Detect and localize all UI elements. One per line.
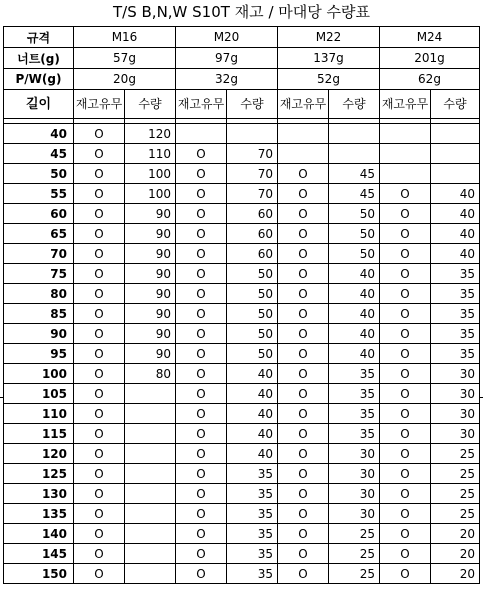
stock-cell: O [74, 504, 125, 524]
qty-cell: 90 [125, 204, 176, 224]
length-cell: 145 [4, 544, 74, 564]
qty-cell [125, 384, 176, 404]
qty-cell: 30 [431, 404, 480, 424]
stock-cell: O [278, 204, 329, 224]
stock-cell [176, 124, 227, 144]
qty-cell: 110 [125, 144, 176, 164]
stock-cell: O [176, 244, 227, 264]
qty-cell: 25 [431, 464, 480, 484]
stock-cell [380, 144, 431, 164]
table-row [4, 484, 480, 504]
qty-cell: 40 [227, 424, 278, 444]
qty-cell: 90 [125, 244, 176, 264]
length-cell: 45 [4, 144, 74, 164]
stock-cell: O [176, 544, 227, 564]
stock-cell: O [278, 304, 329, 324]
stock-cell: O [74, 264, 125, 284]
length-cell: 130 [4, 484, 74, 504]
stock-cell: O [380, 304, 431, 324]
qty-cell: 20 [431, 564, 480, 584]
qty-cell: 40 [431, 184, 480, 204]
qty-cell: 50 [227, 284, 278, 304]
table-row [4, 464, 480, 484]
length-cell: 90 [4, 324, 74, 344]
length-cell: 55 [4, 184, 74, 204]
stock-cell: O [278, 244, 329, 264]
qty-cell: 40 [431, 204, 480, 224]
stock-cell: O [74, 544, 125, 564]
qty-cell: 40 [227, 444, 278, 464]
pw-weight: 62g [380, 69, 480, 90]
spec-row [4, 27, 480, 48]
stock-cell: O [74, 444, 125, 464]
length-cell: 110 [4, 404, 74, 424]
stock-cell: O [380, 484, 431, 504]
stock-cell: O [176, 144, 227, 164]
qty-cell [125, 504, 176, 524]
qty-cell [431, 124, 480, 144]
pw-label: P/W(g) [4, 69, 74, 90]
stock-cell: O [74, 424, 125, 444]
stock-cell: O [278, 344, 329, 364]
qty-cell: 80 [125, 364, 176, 384]
table-row [4, 304, 480, 324]
qty-cell: 60 [227, 224, 278, 244]
stock-cell: O [74, 484, 125, 504]
table-row [4, 124, 480, 144]
qty-cell: 35 [431, 264, 480, 284]
qty-cell: 35 [227, 564, 278, 584]
spec-name: M22 [278, 27, 380, 48]
qty-cell: 35 [227, 484, 278, 504]
qty-cell [125, 524, 176, 544]
stock-cell: O [278, 164, 329, 184]
table-row [4, 404, 480, 424]
qty-cell: 25 [431, 444, 480, 464]
stock-cell: O [74, 344, 125, 364]
qty-cell: 50 [227, 304, 278, 324]
stock-cell: O [176, 344, 227, 364]
table-row [4, 424, 480, 444]
stock-cell: O [278, 544, 329, 564]
stock-header: 재고유무 [380, 90, 431, 119]
table-row [4, 204, 480, 224]
qty-cell: 35 [431, 284, 480, 304]
stock-cell: O [278, 284, 329, 304]
stock-cell: O [380, 324, 431, 344]
qty-cell [125, 544, 176, 564]
stock-cell: O [74, 524, 125, 544]
stock-header: 재고유무 [176, 90, 227, 119]
stock-cell: O [380, 244, 431, 264]
stock-cell: O [74, 384, 125, 404]
stock-cell: O [380, 564, 431, 584]
qty-cell: 30 [431, 364, 480, 384]
stock-cell: O [74, 564, 125, 584]
stock-cell: O [278, 564, 329, 584]
length-cell: 105 [4, 384, 74, 404]
qty-cell [125, 484, 176, 504]
length-cell: 60 [4, 204, 74, 224]
qty-cell: 35 [227, 504, 278, 524]
qty-cell: 40 [329, 324, 380, 344]
spec-name: M20 [176, 27, 278, 48]
stock-cell: O [74, 164, 125, 184]
stock-cell: O [380, 284, 431, 304]
qty-cell: 30 [431, 384, 480, 404]
length-cell: 100 [4, 364, 74, 384]
table-row [4, 544, 480, 564]
qty-cell [125, 564, 176, 584]
stock-cell: O [176, 484, 227, 504]
qty-cell: 70 [227, 144, 278, 164]
stock-cell: O [74, 144, 125, 164]
stock-cell: O [278, 424, 329, 444]
qty-cell: 90 [125, 264, 176, 284]
length-cell: 120 [4, 444, 74, 464]
stock-cell: O [74, 124, 125, 144]
length-cell: 140 [4, 524, 74, 544]
qty-cell [125, 424, 176, 444]
qty-cell: 40 [329, 344, 380, 364]
nut-weight: 201g [380, 48, 480, 69]
stock-cell: O [380, 364, 431, 384]
qty-cell [329, 144, 380, 164]
length-cell: 95 [4, 344, 74, 364]
qty-cell: 25 [431, 504, 480, 524]
qty-cell: 35 [329, 384, 380, 404]
stock-cell: O [176, 264, 227, 284]
qty-cell: 40 [227, 364, 278, 384]
table-row [4, 504, 480, 524]
stock-cell: O [278, 504, 329, 524]
qty-cell: 90 [125, 284, 176, 304]
qty-cell: 100 [125, 164, 176, 184]
stock-cell: O [380, 464, 431, 484]
qty-cell: 35 [227, 464, 278, 484]
stock-cell: O [176, 464, 227, 484]
table-row [4, 524, 480, 544]
qty-header: 수량 [227, 90, 278, 119]
qty-cell: 70 [227, 164, 278, 184]
stock-cell: O [380, 524, 431, 544]
qty-cell: 120 [125, 124, 176, 144]
qty-cell: 25 [431, 484, 480, 504]
stock-cell: O [278, 524, 329, 544]
qty-cell: 50 [227, 324, 278, 344]
qty-cell [431, 164, 480, 184]
table-row [4, 224, 480, 244]
qty-cell [431, 144, 480, 164]
qty-cell: 25 [329, 564, 380, 584]
stock-cell: O [176, 384, 227, 404]
stock-cell [380, 124, 431, 144]
stock-cell: O [380, 184, 431, 204]
qty-cell: 25 [329, 524, 380, 544]
stock-cell: O [74, 364, 125, 384]
qty-cell: 60 [227, 244, 278, 264]
table-row [4, 144, 480, 164]
qty-cell [125, 444, 176, 464]
table-row [4, 364, 480, 384]
length-cell: 65 [4, 224, 74, 244]
stock-cell: O [176, 364, 227, 384]
stock-cell: O [278, 464, 329, 484]
length-cell: 125 [4, 464, 74, 484]
qty-cell: 40 [329, 304, 380, 324]
stock-cell: O [380, 204, 431, 224]
length-label: 길이 [4, 90, 74, 119]
stock-cell: O [380, 264, 431, 284]
stock-cell: O [74, 224, 125, 244]
spec-name: M24 [380, 27, 480, 48]
length-cell: 150 [4, 564, 74, 584]
qty-cell: 100 [125, 184, 176, 204]
qty-cell [125, 464, 176, 484]
stock-header: 재고유무 [74, 90, 125, 119]
length-cell: 80 [4, 284, 74, 304]
length-cell: 50 [4, 164, 74, 184]
qty-cell: 35 [431, 324, 480, 344]
qty-cell: 40 [431, 224, 480, 244]
qty-header: 수량 [329, 90, 380, 119]
stock-cell: O [176, 444, 227, 464]
stock-cell: O [380, 444, 431, 464]
qty-cell: 35 [329, 404, 380, 424]
qty-header: 수량 [431, 90, 480, 119]
page-title: T/S B,N,W S10T 재고 / 마대당 수량표 [113, 3, 370, 21]
stock-cell [278, 144, 329, 164]
qty-cell: 25 [329, 544, 380, 564]
stock-cell: O [380, 424, 431, 444]
pw-weight-row [4, 69, 480, 90]
qty-cell: 35 [431, 304, 480, 324]
stock-cell: O [176, 504, 227, 524]
table-row [4, 324, 480, 344]
qty-cell [329, 124, 380, 144]
stock-cell: O [74, 184, 125, 204]
stock-cell: O [74, 204, 125, 224]
nut-weight: 57g [74, 48, 176, 69]
stock-cell: O [278, 324, 329, 344]
qty-cell: 40 [329, 264, 380, 284]
nut-label: 너트(g) [4, 48, 74, 69]
qty-cell: 90 [125, 224, 176, 244]
qty-cell: 45 [329, 184, 380, 204]
qty-cell: 40 [227, 384, 278, 404]
qty-cell: 35 [227, 524, 278, 544]
table-row [4, 564, 480, 584]
qty-cell: 20 [431, 544, 480, 564]
nut-weight-row [4, 48, 480, 69]
stock-cell: O [278, 404, 329, 424]
qty-header: 수량 [125, 90, 176, 119]
qty-cell: 35 [329, 364, 380, 384]
stock-cell: O [380, 504, 431, 524]
spec-name: M16 [74, 27, 176, 48]
qty-cell: 40 [227, 404, 278, 424]
stock-cell: O [74, 244, 125, 264]
stock-cell: O [74, 404, 125, 424]
stock-cell: O [176, 304, 227, 324]
length-cell: 115 [4, 424, 74, 444]
qty-cell: 30 [329, 504, 380, 524]
stock-cell: O [176, 524, 227, 544]
stock-cell: O [380, 404, 431, 424]
qty-cell: 50 [329, 224, 380, 244]
stock-cell: O [278, 264, 329, 284]
qty-cell: 30 [329, 484, 380, 504]
qty-cell: 50 [329, 244, 380, 264]
stock-cell: O [176, 564, 227, 584]
qty-cell: 45 [329, 164, 380, 184]
qty-cell: 90 [125, 324, 176, 344]
length-cell: 40 [4, 124, 74, 144]
qty-cell: 90 [125, 344, 176, 364]
stock-cell: O [74, 284, 125, 304]
qty-cell: 90 [125, 304, 176, 324]
stock-cell: O [176, 404, 227, 424]
stock-cell: O [278, 444, 329, 464]
qty-cell: 35 [431, 344, 480, 364]
stock-cell: O [278, 224, 329, 244]
length-cell: 85 [4, 304, 74, 324]
qty-cell: 50 [227, 344, 278, 364]
table-row [4, 164, 480, 184]
qty-cell: 40 [431, 244, 480, 264]
nut-weight: 137g [278, 48, 380, 69]
stock-cell: O [380, 544, 431, 564]
table-row [4, 444, 480, 464]
qty-cell: 50 [329, 204, 380, 224]
qty-cell: 35 [227, 544, 278, 564]
stock-cell: O [380, 384, 431, 404]
stock-cell: O [176, 284, 227, 304]
length-cell: 75 [4, 264, 74, 284]
stock-cell: O [176, 424, 227, 444]
table-row [4, 184, 480, 204]
table-row [4, 264, 480, 284]
stock-cell: O [278, 484, 329, 504]
qty-cell [227, 124, 278, 144]
spec-label: 규격 [4, 27, 74, 48]
stock-cell: O [74, 464, 125, 484]
table-row [4, 284, 480, 304]
qty-cell: 20 [431, 524, 480, 544]
qty-cell: 30 [329, 444, 380, 464]
table-row [4, 384, 480, 404]
stock-cell: O [176, 184, 227, 204]
qty-cell: 60 [227, 204, 278, 224]
stock-cell: O [380, 224, 431, 244]
stock-cell: O [278, 384, 329, 404]
stock-quantity-table [3, 26, 480, 584]
stock-cell: O [278, 184, 329, 204]
nut-weight: 97g [176, 48, 278, 69]
stock-cell: O [380, 344, 431, 364]
pw-weight: 52g [278, 69, 380, 90]
stock-cell: O [74, 324, 125, 344]
qty-cell: 30 [329, 464, 380, 484]
stock-cell: O [176, 204, 227, 224]
qty-cell: 35 [329, 424, 380, 444]
edge-tick-mark [0, 397, 3, 398]
stock-cell: O [278, 364, 329, 384]
length-cell: 135 [4, 504, 74, 524]
qty-cell: 40 [329, 284, 380, 304]
stock-cell [380, 164, 431, 184]
stock-cell: O [74, 304, 125, 324]
table-row [4, 244, 480, 264]
stock-header: 재고유무 [278, 90, 329, 119]
qty-cell: 70 [227, 184, 278, 204]
column-header-row [4, 90, 480, 119]
length-cell: 70 [4, 244, 74, 264]
stock-cell: O [176, 224, 227, 244]
pw-weight: 20g [74, 69, 176, 90]
stock-cell [278, 124, 329, 144]
stock-cell: O [176, 164, 227, 184]
stock-cell: O [176, 324, 227, 344]
qty-cell [125, 404, 176, 424]
qty-cell: 50 [227, 264, 278, 284]
table-row [4, 344, 480, 364]
qty-cell: 30 [431, 424, 480, 444]
pw-weight: 32g [176, 69, 278, 90]
